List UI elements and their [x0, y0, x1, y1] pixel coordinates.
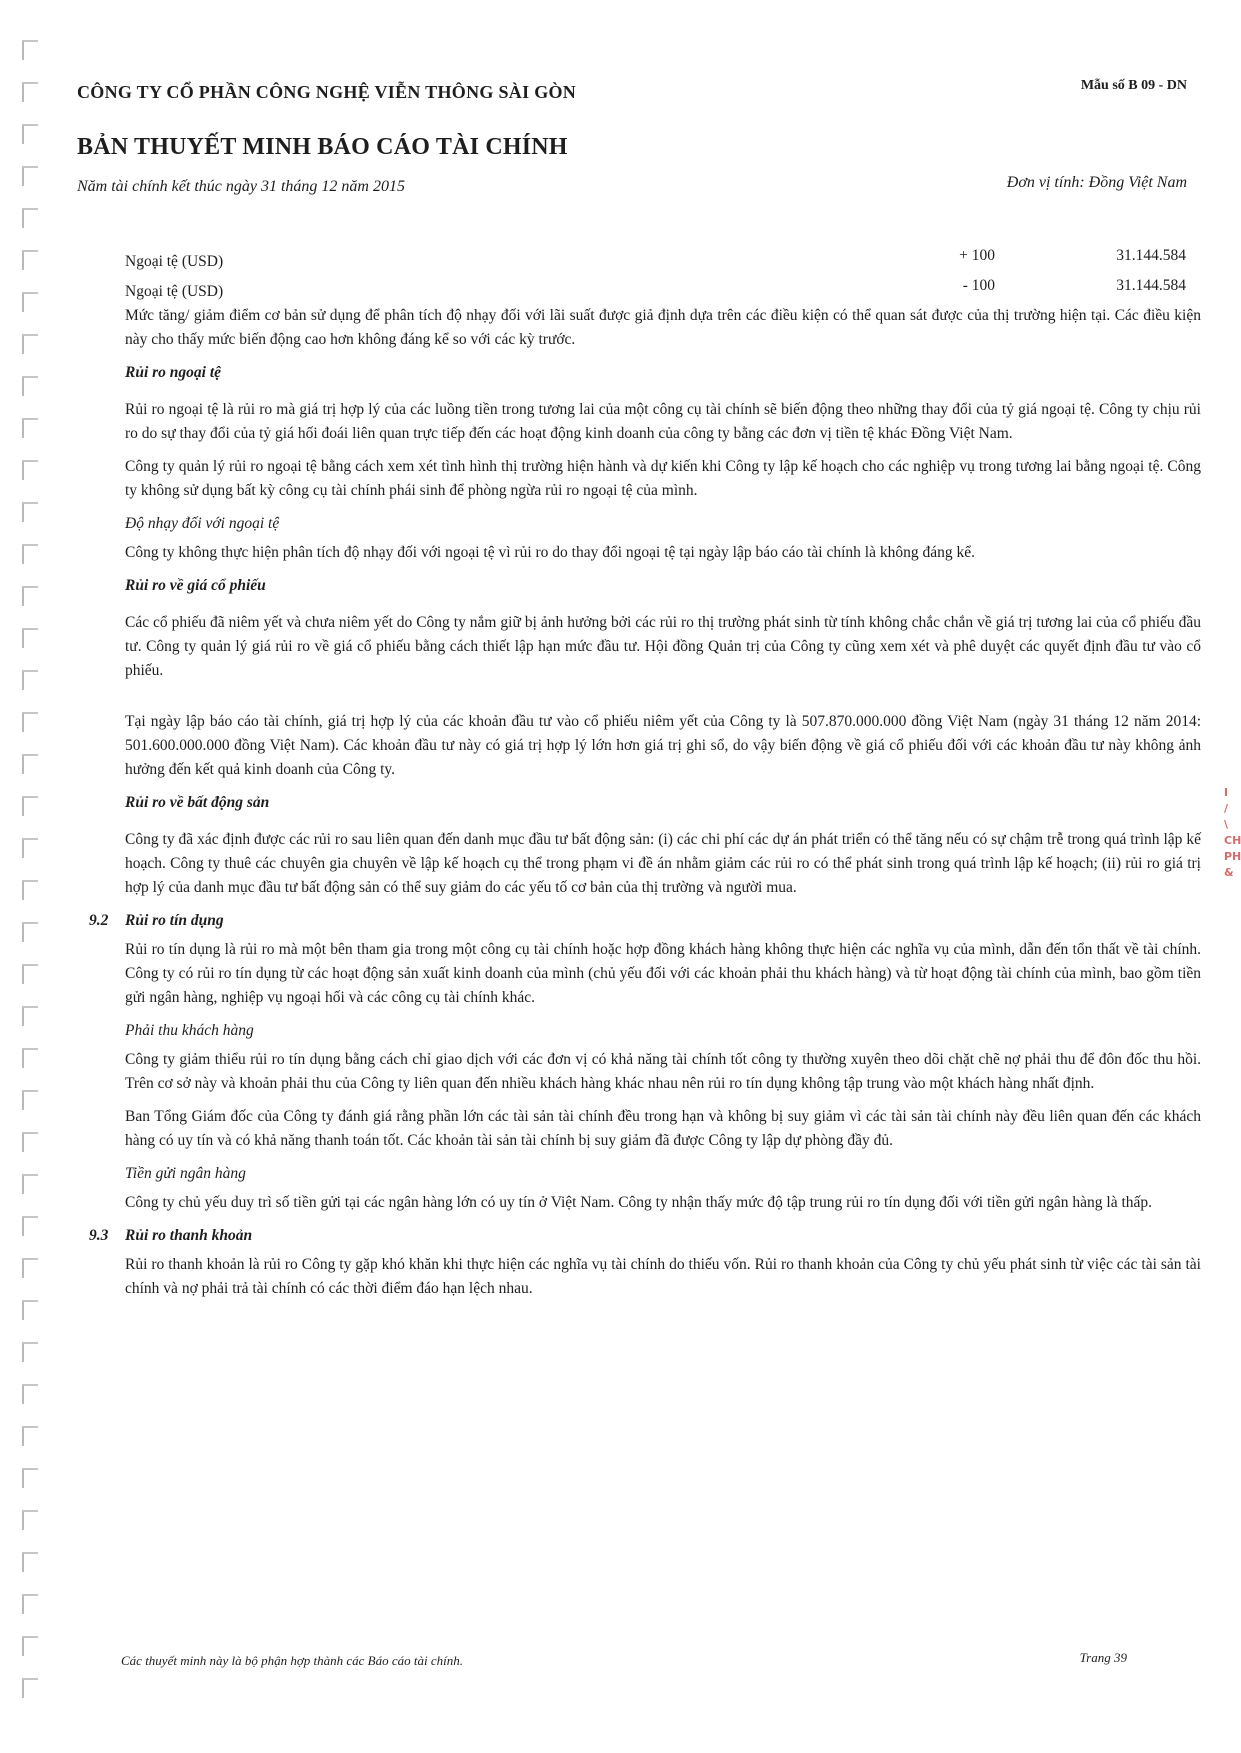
binder-mark [22, 1048, 38, 1068]
fiscal-period: Năm tài chính kết thúc ngày 31 tháng 12 năm 2015 [77, 178, 405, 195]
currency-unit: Đơn vị tính: Đồng Việt Nam [1006, 174, 1187, 191]
document-title: BẢN THUYẾT MINH BÁO CÁO TÀI CHÍNH [77, 134, 568, 160]
paragraph-fx-risk-definition: Rủi ro ngoại tệ là rủi ro mà giá trị hợp lý của các luồng tiền trong tương lai của một công cụ tài chính sẽ biến động theo những thay đổi của tỷ giá ngoại tệ. Công ty chịu rủi ro do sự thay đổi của tỷ giá hối đoái liên quan trực tiếp đến các hoạt động kinh doanh của công ty bằng các đơn vị tiền tệ khác Đồng Việt Nam. [125, 401, 1201, 442]
sensitivity-row [125, 274, 1201, 304]
binder-mark [22, 1384, 38, 1404]
form-code: Mẫu số B 09 - DN [1080, 78, 1187, 93]
row-value: 31.144.584 [1116, 247, 1186, 264]
binder-mark [22, 838, 38, 858]
paragraph-liquidity-risk: Rủi ro thanh khoản là rủi ro Công ty gặp khó khăn khi thực hiện các nghĩa vụ tài chính do thiếu vốn. Rủi ro thanh khoản của Công ty chủ yếu phát sinh từ việc các tài sản tài chính và nợ phải trả tài chính có các thời điểm đáo hạn lệch nhau. [125, 1256, 1201, 1297]
spacer [125, 692, 1201, 710]
binder-mark [22, 796, 38, 816]
binder-mark [22, 1258, 38, 1278]
heading-bank-deposits: Tiền gửi ngân hàng [125, 1165, 246, 1182]
stamp-fragment [1224, 785, 1241, 935]
binder-mark [22, 1510, 38, 1530]
binder-mark [22, 1636, 38, 1656]
binder-mark [22, 1006, 38, 1026]
section-heading: Rủi ro tín dụng [125, 912, 224, 929]
section-number: 9.2 [89, 912, 109, 929]
heading-fx-sensitivity: Độ nhạy đối với ngoại tệ [125, 515, 280, 532]
binder-mark [22, 40, 38, 60]
paragraph-fx-sensitivity: Công ty không thực hiện phân tích độ nhạy đối với ngoại tệ vì rủi ro do thay đổi ngoại tệ tại ngày lập báo cáo tài chính là không đáng kể. [125, 544, 975, 561]
binder-mark [22, 1300, 38, 1320]
binder-mark [22, 502, 38, 522]
stamp-char: & [1224, 866, 1234, 879]
paragraph-equity-risk: Các cổ phiếu đã niêm yết và chưa niêm yết do Công ty nắm giữ bị ảnh hưởng bởi các rủi ro thị trường phát sinh từ tính không chắc chắn về giá trị tương lai của cổ phiếu đầu tư. Công ty quản lý giá rủi ro về giá cổ phiếu bằng cách thiết lập hạn mức đầu tư. Hội đồng Quản trị của Công ty cũng xem xét và phê duyệt các quyết định đầu tư vào cổ phiếu. [125, 614, 1201, 679]
binder-mark [22, 1552, 38, 1572]
binder-mark [22, 208, 38, 228]
binder-mark [22, 1594, 38, 1614]
heading-receivables: Phải thu khách hàng [125, 1022, 254, 1039]
paragraph-credit-risk: Rủi ro tín dụng là rủi ro mà một bên tham gia trong một công cụ tài chính hoặc hợp đồng khách hàng không thực hiện các nghĩa vụ của mình, dẫn đến tổn thất về tài chính. Công ty có rủi ro tín dụng từ các hoạt động sản xuất kinh doanh của mình (chủ yếu đối với các khoản phải thu khách hàng) và từ hoạt động tài chính của mình, bao gồm tiền gửi ngân hàng, nghiệp vụ ngoại hối và các công cụ tài chính khác. [125, 941, 1201, 1006]
binder-mark [22, 376, 38, 396]
heading-fx-risk: Rủi ro ngoại tệ [125, 364, 222, 381]
paragraph-basis-points: Mức tăng/ giảm điểm cơ bản sử dụng để phân tích độ nhạy đối với lãi suất được giả định dựa trên các điều kiện có thể quan sát được của thị trường hiện tại. Các điều kiện này cho thấy mức biến động cao hơn không đáng kể so với các kỳ trước. [125, 307, 1201, 348]
binder-mark [22, 1342, 38, 1362]
binder-mark [22, 124, 38, 144]
binder-mark [22, 712, 38, 732]
binder-mark [22, 628, 38, 648]
paragraph-bank-deposits: Công ty chủ yếu duy trì số tiền gửi tại các ngân hàng lớn có uy tín ở Việt Nam. Công ty nhận thấy mức độ tập trung rủi ro tín dụng đối với tiền gửi ngân hàng là thấp. [125, 1194, 1153, 1211]
binder-mark [22, 964, 38, 984]
stamp-char: I [1224, 786, 1229, 799]
binder-mark [22, 1174, 38, 1194]
row-change: - 100 [962, 277, 995, 294]
section-credit-risk [89, 909, 1201, 933]
binder-holes [22, 40, 46, 1720]
binder-mark [22, 544, 38, 564]
stamp-char: \ [1224, 818, 1229, 831]
company-name: CÔNG TY CỔ PHẦN CÔNG NGHỆ VIỄN THÔNG SÀI GÒN [77, 82, 577, 102]
stamp-char: CH [1224, 834, 1241, 847]
section-number: 9.3 [89, 1227, 109, 1244]
binder-mark [22, 880, 38, 900]
binder-mark [22, 670, 38, 690]
binder-mark [22, 166, 38, 186]
stamp-char: PH [1224, 850, 1241, 863]
paragraph-equity-fair-value: Tại ngày lập báo cáo tài chính, giá trị hợp lý của các khoản đầu tư vào cổ phiếu niêm yết của Công ty là 507.870.000.000 đồng Việt Nam (ngày 31 tháng 12 năm 2014: 501.600.000.000 đồng Việt Nam). Các khoản đầu tư này có giá trị hợp lý lớn hơn giá trị ghi sổ, do vậy biến động về giá cổ phiếu đối với các khoản đầu tư này không ảnh hưởng đến kết quả kinh doanh của Công ty. [125, 713, 1201, 778]
row-label: Ngoại tệ (USD) [125, 253, 224, 270]
binder-mark [22, 460, 38, 480]
binder-mark [22, 250, 38, 270]
paragraph-receivables-assessment: Ban Tổng Giám đốc của Công ty đánh giá rằng phần lớn các tài sản tài chính đều trong hạn và không bị suy giảm vì các tài sản tài chính này đều liên quan đến các khách hàng có uy tín và có khả năng thanh toán tốt. Các khoản tài sản tài chính bị suy giảm đã được Công ty lập dự phòng đầy đủ. [125, 1108, 1201, 1149]
stamp-char: / [1224, 802, 1229, 815]
binder-mark [22, 586, 38, 606]
paragraph-real-estate-risk: Công ty đã xác định được các rủi ro sau liên quan đến danh mục đầu tư bất động sản: (i) các chi phí các dự án phát triển có thể tăng nếu có sự chậm trễ trong quá trình lập kế hoạch. Công ty thuê các chuyên gia chuyên về lập kế hoạch cụ thể trong phạm vi đề án nhằm giảm các rủi ro có thể phát sinh trong quá trình lập kế hoạch; (ii) rủi ro giá trị hợp lý của danh mục đầu tư bất động sản có thể suy giảm do các yếu tố cơ bản của thị trường và người mua. [125, 831, 1201, 896]
section-heading: Rủi ro thanh khoản [125, 1227, 253, 1244]
binder-mark [22, 1678, 38, 1698]
binder-mark [22, 1426, 38, 1446]
page-number: Trang 39 [1079, 1650, 1127, 1665]
document-body [89, 244, 1201, 1310]
row-value: 31.144.584 [1116, 277, 1186, 294]
binder-mark [22, 922, 38, 942]
heading-real-estate-risk: Rủi ro về bất động sản [125, 794, 270, 811]
heading-equity-risk: Rủi ro về giá cổ phiếu [125, 577, 266, 594]
binder-mark [22, 418, 38, 438]
binder-mark [22, 82, 38, 102]
paragraph-fx-risk-management: Công ty quản lý rủi ro ngoại tệ bằng cách xem xét tình hình thị trường hiện hành và dự kiến khi Công ty lập kế hoạch cho các nghiệp vụ trong tương lai bằng ngoại tệ. Công ty không sử dụng bất kỳ công cụ tài chính phái sinh để phòng ngừa rủi ro ngoại tệ của mình. [125, 458, 1201, 499]
paragraph-receivables: Công ty giảm thiểu rủi ro tín dụng bằng cách chỉ giao dịch với các đơn vị có khả năng tài chính tốt công ty thường xuyên theo dõi chặt chẽ nợ phải thu để đôn đốc thu hồi. Trên cơ sở này và khoản phải thu của Công ty liên quan đến nhiều khách hàng khác nhau nên rủi ro tín dụng không tập trung vào một khách hàng nhất định. [125, 1051, 1201, 1092]
binder-mark [22, 1132, 38, 1152]
sensitivity-row [125, 244, 1201, 274]
binder-mark [22, 334, 38, 354]
binder-mark [22, 1216, 38, 1236]
footer-note: Các thuyết minh này là bộ phận hợp thành các Báo cáo tài chính. [121, 1653, 463, 1668]
row-label: Ngoại tệ (USD) [125, 283, 224, 300]
section-liquidity-risk [89, 1224, 1201, 1248]
binder-mark [22, 1468, 38, 1488]
row-change: + 100 [959, 247, 995, 264]
binder-mark [22, 292, 38, 312]
binder-mark [22, 754, 38, 774]
binder-mark [22, 1090, 38, 1110]
